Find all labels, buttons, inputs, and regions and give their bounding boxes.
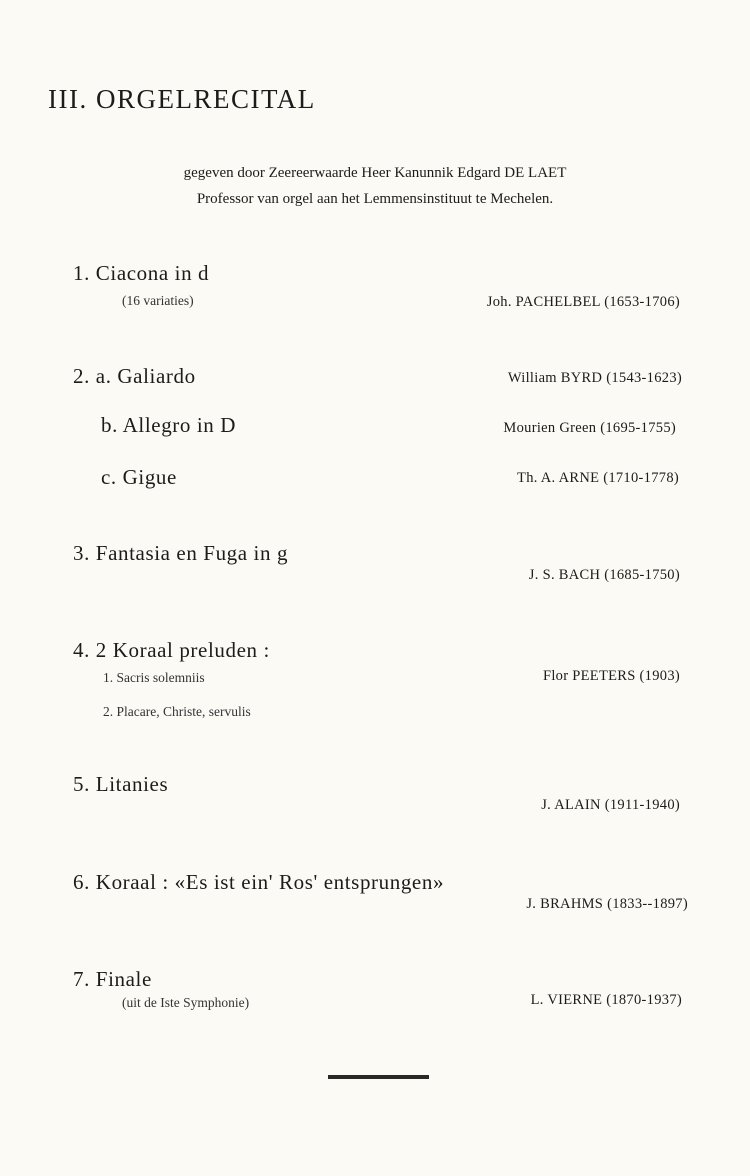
program-item-7-composer: L. VIERNE (1870-1937) [530, 992, 682, 1008]
program-item-1-composer: Joh. PACHELBEL (1653-1706) [486, 294, 680, 310]
program-item-3-title: 3. Fantasia en Fuga in g [73, 541, 289, 565]
program-item-2a-title: 2. a. Galiardo [73, 364, 196, 388]
closing-rule [328, 1075, 429, 1079]
program-item-6-composer: J. BRAHMS (1833--1897) [526, 896, 688, 912]
program-item-2a-composer: William BYRD (1543-1623) [507, 370, 682, 386]
program-item-3-composer: J. S. BACH (1685-1750) [528, 567, 680, 583]
program-item-4-note-1: 1. Sacris solemniis [103, 670, 205, 685]
program-item-1-note: (16 variaties) [122, 293, 194, 308]
program-item-6-title: 6. Koraal : «Es ist ein' Ros' entsprungen» [73, 870, 445, 894]
program-item-5-title: 5. Litanies [73, 772, 169, 796]
program-item-2b-composer: Mourien Green (1695-1755) [503, 420, 676, 436]
program-item-7-title: 7. Finale [73, 967, 152, 991]
program-item-7-note: (uit de Iste Symphonie) [122, 995, 250, 1010]
performer-title-line: Professor van orgel aan het Lemmensinstituut te Mechelen. [196, 191, 554, 207]
program-item-4-note-2: 2. Placare, Christe, servulis [103, 704, 251, 719]
program-item-2c-composer: Th. A. ARNE (1710-1778) [517, 470, 679, 486]
program-item-1-title: 1. Ciacona in d [73, 261, 210, 285]
program-item-4-composer: Flor PEETERS (1903) [542, 668, 680, 684]
page-title: III. ORGELRECITAL [48, 84, 316, 114]
program-item-2c-title: c. Gigue [101, 465, 177, 489]
program-item-4-title: 4. 2 Koraal preluden : [73, 638, 270, 662]
program-item-5-composer: J. ALAIN (1911-1940) [541, 797, 680, 813]
performer-line: gegeven door Zeereerwaarde Heer Kanunnik Edgard DE LAET [183, 165, 567, 181]
program-item-2b-title: b. Allegro in D [101, 413, 236, 437]
